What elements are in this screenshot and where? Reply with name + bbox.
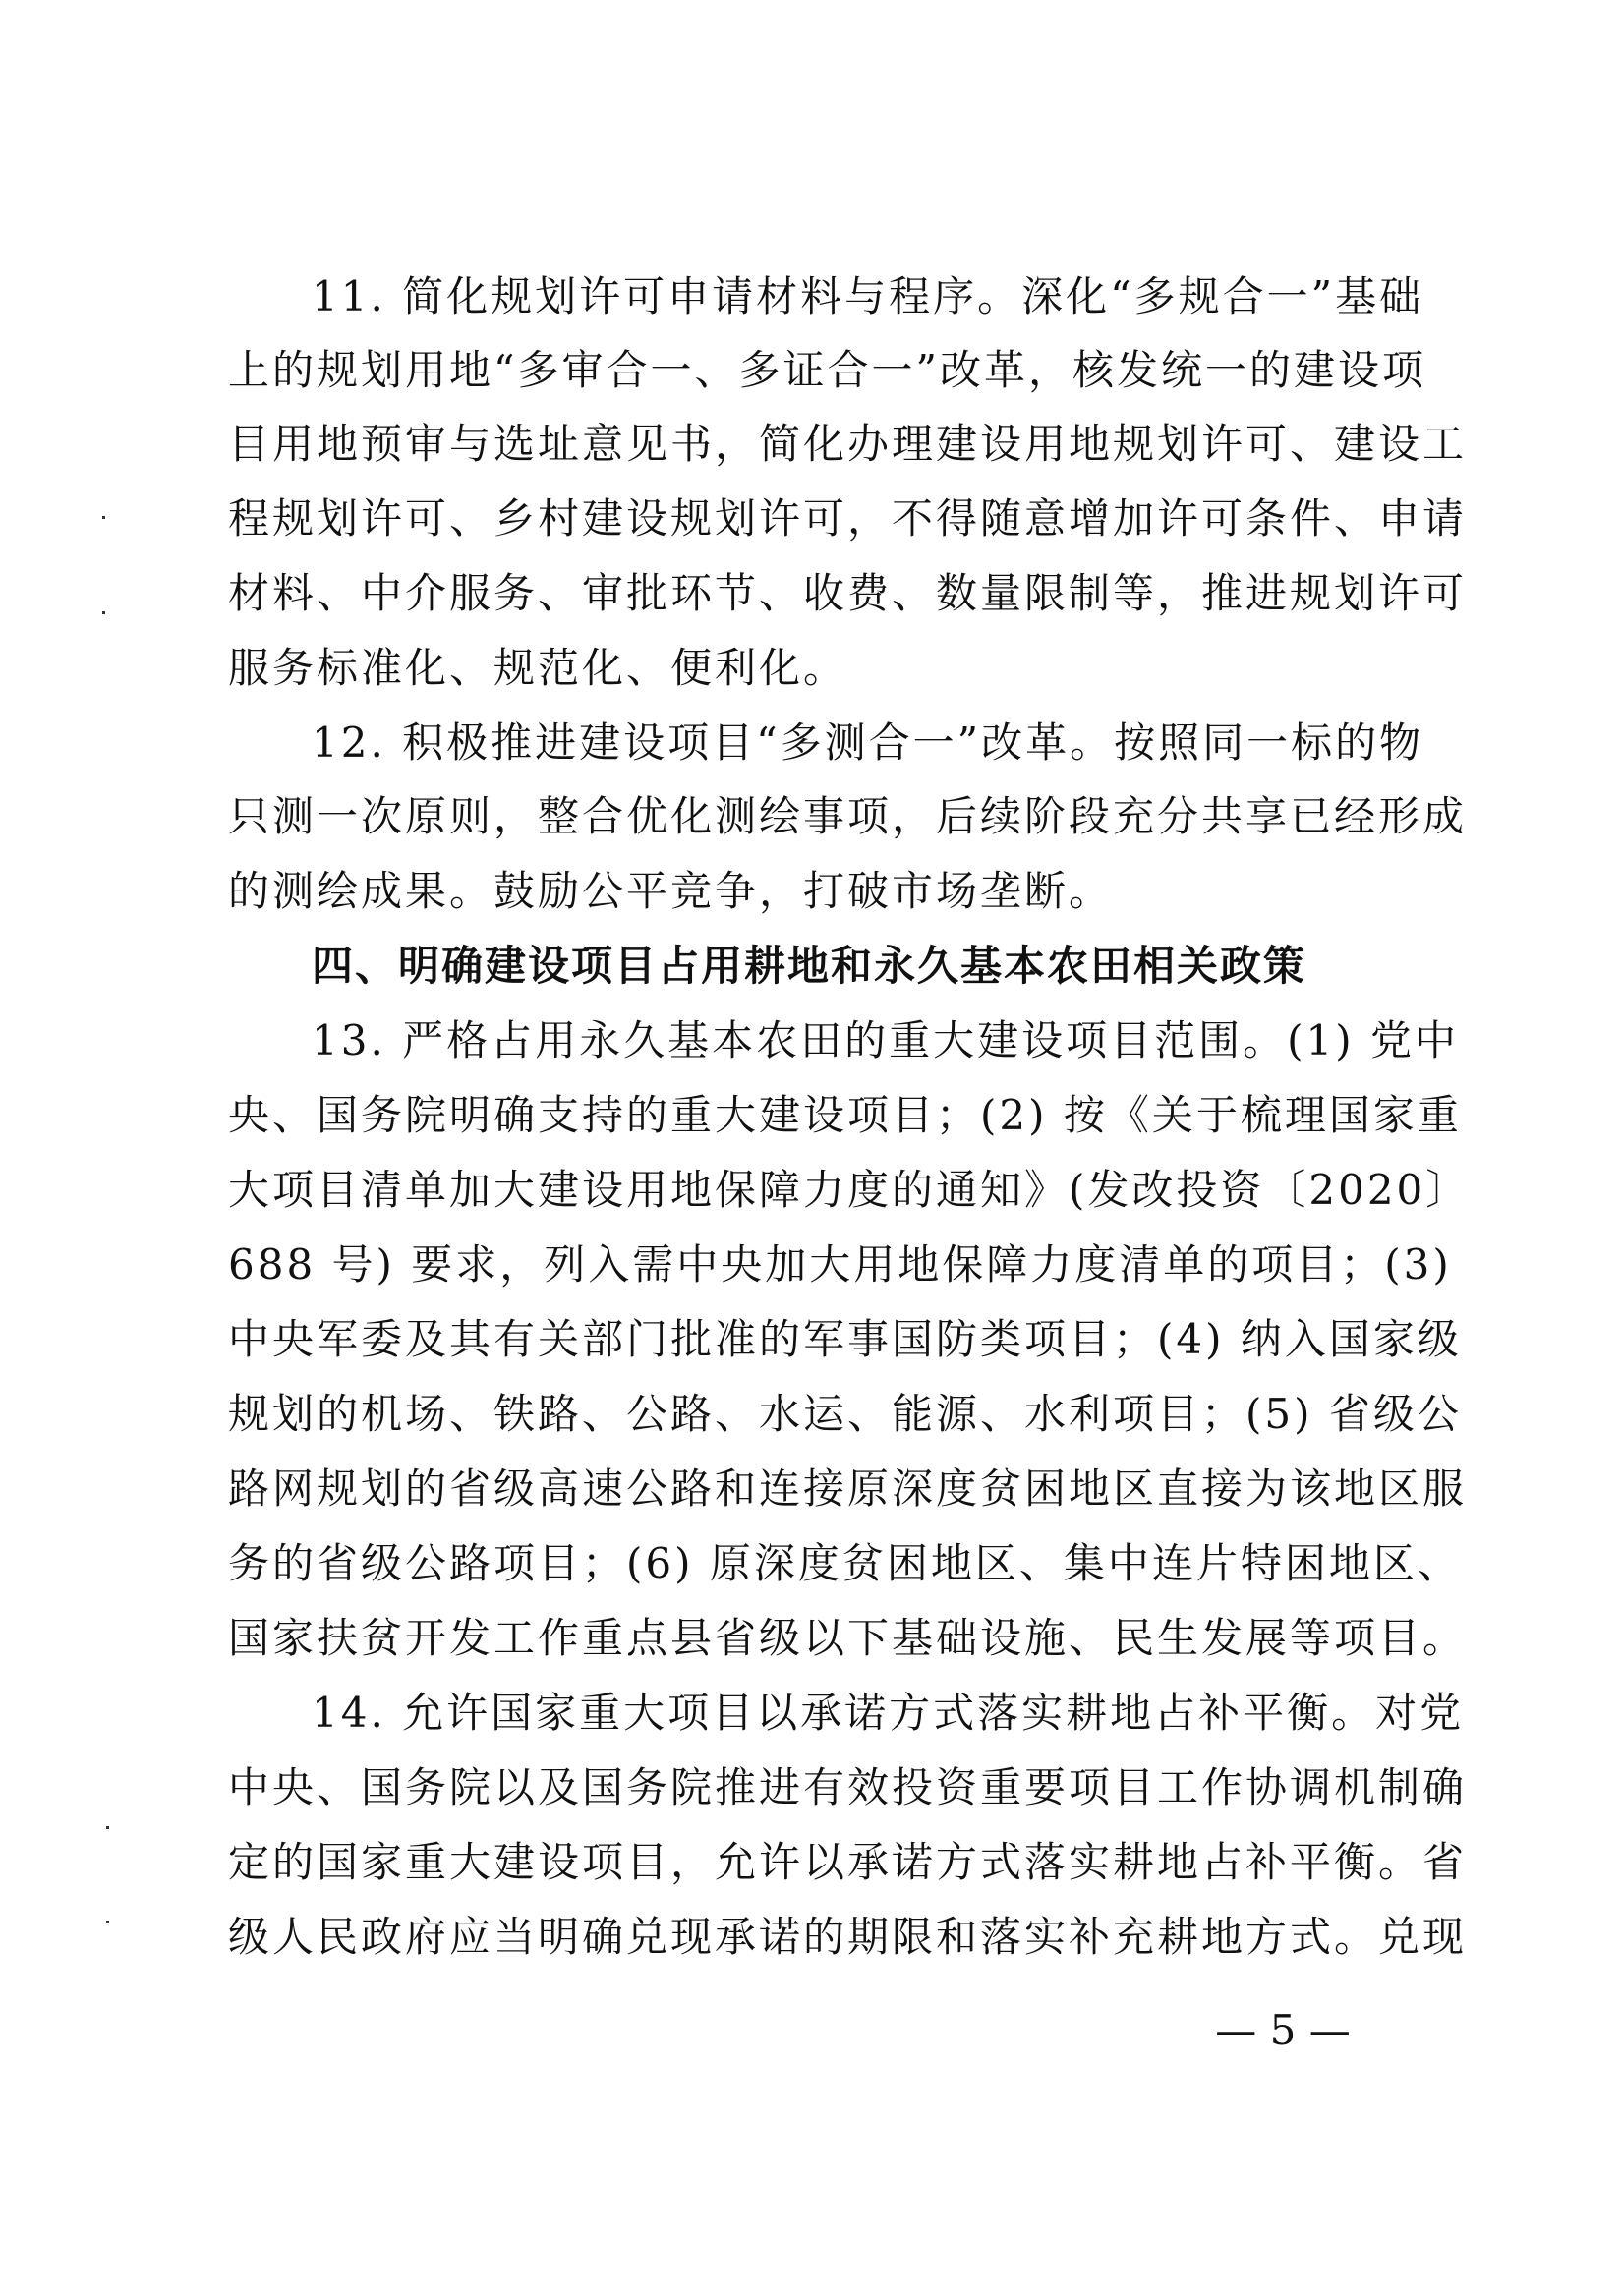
paragraph-14-line-1: 14. 允许国家重大项目以承诺方式落实耕地占补平衡。对党 <box>312 1689 1465 1737</box>
paragraph-13-line-9: 国家扶贫开发工作重点县省级以下基础设施、民生发展等项目。 <box>228 1614 1468 1662</box>
paragraph-14-line-3: 定的国家重大建设项目，允许以承诺方式落实耕地占补平衡。省 <box>228 1838 1468 1886</box>
paragraph-13-line-4: 688 号) 要求，列入需中央加大用地保障力度清单的项目；(3) <box>228 1240 1452 1289</box>
page-number: — 5 — <box>1215 2006 1351 2054</box>
paragraph-12-line-1: 12. 积极推进建设项目“多测合一”改革。按照同一标的物 <box>312 718 1424 767</box>
paragraph-11-line-1: 11. 简化规划许可申请材料与程序。深化“多规合一”基础 <box>312 272 1424 320</box>
paragraph-14-line-2: 中央、国务院以及国务院推进有效投资重要项目工作协调机制确 <box>228 1763 1468 1811</box>
paragraph-11-line-5: 材料、中介服务、审批环节、收费、数量限制等，推进规划许可 <box>228 569 1468 617</box>
paragraph-13-line-5: 中央军委及其有关部门批准的军事国防类项目；(4) 纳入国家级 <box>228 1315 1462 1363</box>
paragraph-11-line-2: 上的规划用地“多审合一、多证合一”改革，核发统一的建设项 <box>228 346 1426 394</box>
paragraph-12-line-3: 的测绘成果。鼓励公平竞争，打破市场垄断。 <box>228 867 1114 915</box>
paragraph-13-line-6: 规划的机场、铁路、公路、水运、能源、水利项目；(5) 省级公 <box>228 1390 1462 1438</box>
paragraph-11-line-4: 程规划许可、乡村建设规划许可，不得随意增加许可条件、申请 <box>228 494 1468 543</box>
paragraph-13-line-2: 央、国务院明确支持的重大建设项目；(2) 按《关于梳理国家重 <box>228 1091 1462 1139</box>
paragraph-13-line-1: 13. 严格占用永久基本农田的重大建设项目范围。(1) 党中 <box>312 1016 1459 1064</box>
paragraph-12-line-2: 只测一次原则，整合优化测绘事项，后续阶段充分共享已经形成 <box>228 792 1468 840</box>
paragraph-13-line-7: 路网规划的省级高速公路和连接原深度贫困地区直接为该地区服 <box>228 1464 1468 1513</box>
scan-mark <box>106 1826 109 1829</box>
paragraph-11-line-6: 服务标准化、规范化、便利化。 <box>228 644 848 692</box>
paragraph-13-line-8: 务的省级公路项目；(6) 原深度贫困地区、集中连片特困地区、 <box>228 1539 1462 1587</box>
scan-mark <box>106 1921 109 1923</box>
scan-mark <box>102 516 105 519</box>
paragraph-14-line-4: 级人民政府应当明确兑现承诺的期限和落实补充耕地方式。兑现 <box>228 1913 1468 1961</box>
paragraph-13-line-3: 大项目清单加大建设用地保障力度的通知》(发改投资〔2020〕 <box>228 1166 1471 1214</box>
paragraph-11-line-3: 目用地预审与选址意见书，简化办理建设用地规划许可、建设工 <box>228 420 1468 468</box>
scan-mark <box>102 611 105 614</box>
section-heading: 四、明确建设项目占用耕地和永久基本农田相关政策 <box>312 942 1307 990</box>
